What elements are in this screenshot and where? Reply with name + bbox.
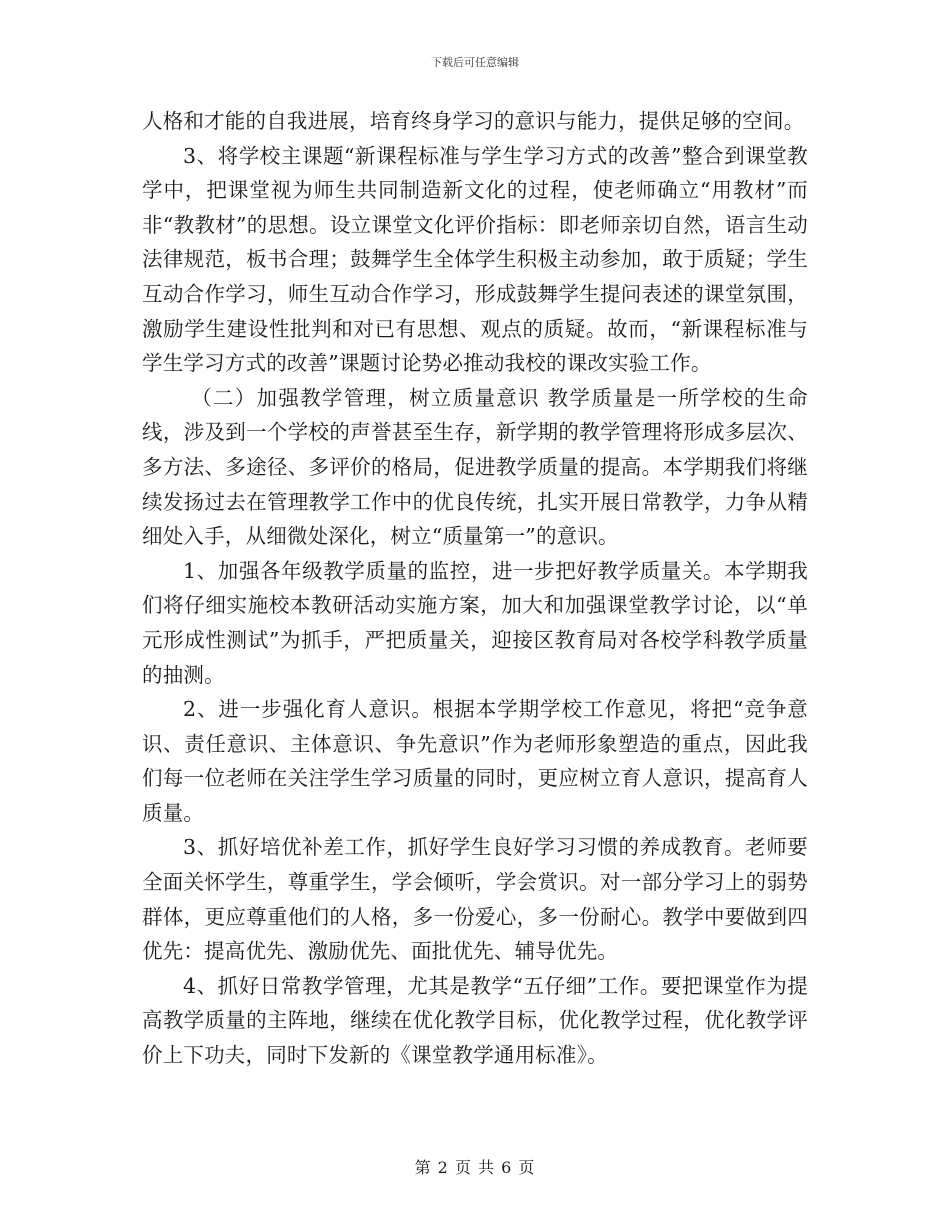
paragraph-continuation: 人格和才能的自我进展，培育终身学习的意识与能力，提供足够的空间。	[142, 109, 805, 133]
paragraph-section-2-heading: （二）加强教学管理，树立质量意识 教学质量是一所学校的生命线，涉及到一个学校的声誉甚至生存，新学期的教学管理将形成多层次、多方法、多途径、多评价的格局，促进教学质量的提高。本学期我们将继续发扬过去在管理教学工作中的优良传统，扎实开展日常教学，力争从精细处入手，从细微处深化，树立“质量第一”的意识。	[142, 385, 808, 549]
paragraph-item-4-daily-management: 4、抓好日常教学管理，尤其是教学“五仔细”工作。要把课堂作为提高教学质量的主阵地，继续在优化教学目标，优化教学过程，优化教学评价上下功夫，同时下发新的《课堂教学通用标准》。	[142, 973, 808, 1068]
paragraph-item-3-tutoring: 3、抓好培优补差工作，抓好学生良好学习习惯的养成教育。老师要全面关怀学生，尊重学生，学会倾听，学会赏识。对一部分学习上的弱势群体，更应尊重他们的人格，多一份爱心，多一份耐心。教学中要做到四优先：提高优先、激励优先、面批优先、辅导优先。	[142, 835, 808, 964]
paragraph-item-1-quality-monitoring: 1、加强各年级教学质量的监控，进一步把好教学质量关。本学期我们将仔细实施校本教研活动实施方案，加大和加强课堂教学讨论，以“单元形成性测试”为抓手，严把质量关，迎接区教育局对各校学科教学质量的抽测。	[142, 558, 808, 687]
page-footer: 第 2 页 共 6 页	[414, 1158, 536, 1177]
document-body	[142, 104, 808, 1073]
paragraph-item-3-curriculum: 3、将学校主课题“新课程标准与学生学习方式的改善”整合到课堂教学中，把课堂视为师生共同制造新文化的过程，使老师确立“用教材”而非“教教材”的思想。设立课堂文化评价指标：即老师亲切自然，语言生动法律规范，板书合理；鼓舞学生全体学生积极主动参加，敢于质疑；学生互动合作学习，师生互动合作学习，形成鼓舞学生提问表述的课堂氛围，激励学生建设性批判和对已有思想、观点的质疑。故而，“新课程标准与学生学习方式的改善”课题讨论势必推动我校的课改实验工作。	[142, 143, 808, 376]
page-header: 下载后可任意编辑	[431, 56, 519, 69]
paragraph-item-2-education-awareness: 2、进一步强化育人意识。根据本学期学校工作意见，将把“竞争意识、责任意识、主体意识、争先意识”作为老师形象塑造的重点，因此我们每一位老师在关注学生学习质量的同时，更应树立育人意识，提高育人质量。	[142, 697, 808, 825]
